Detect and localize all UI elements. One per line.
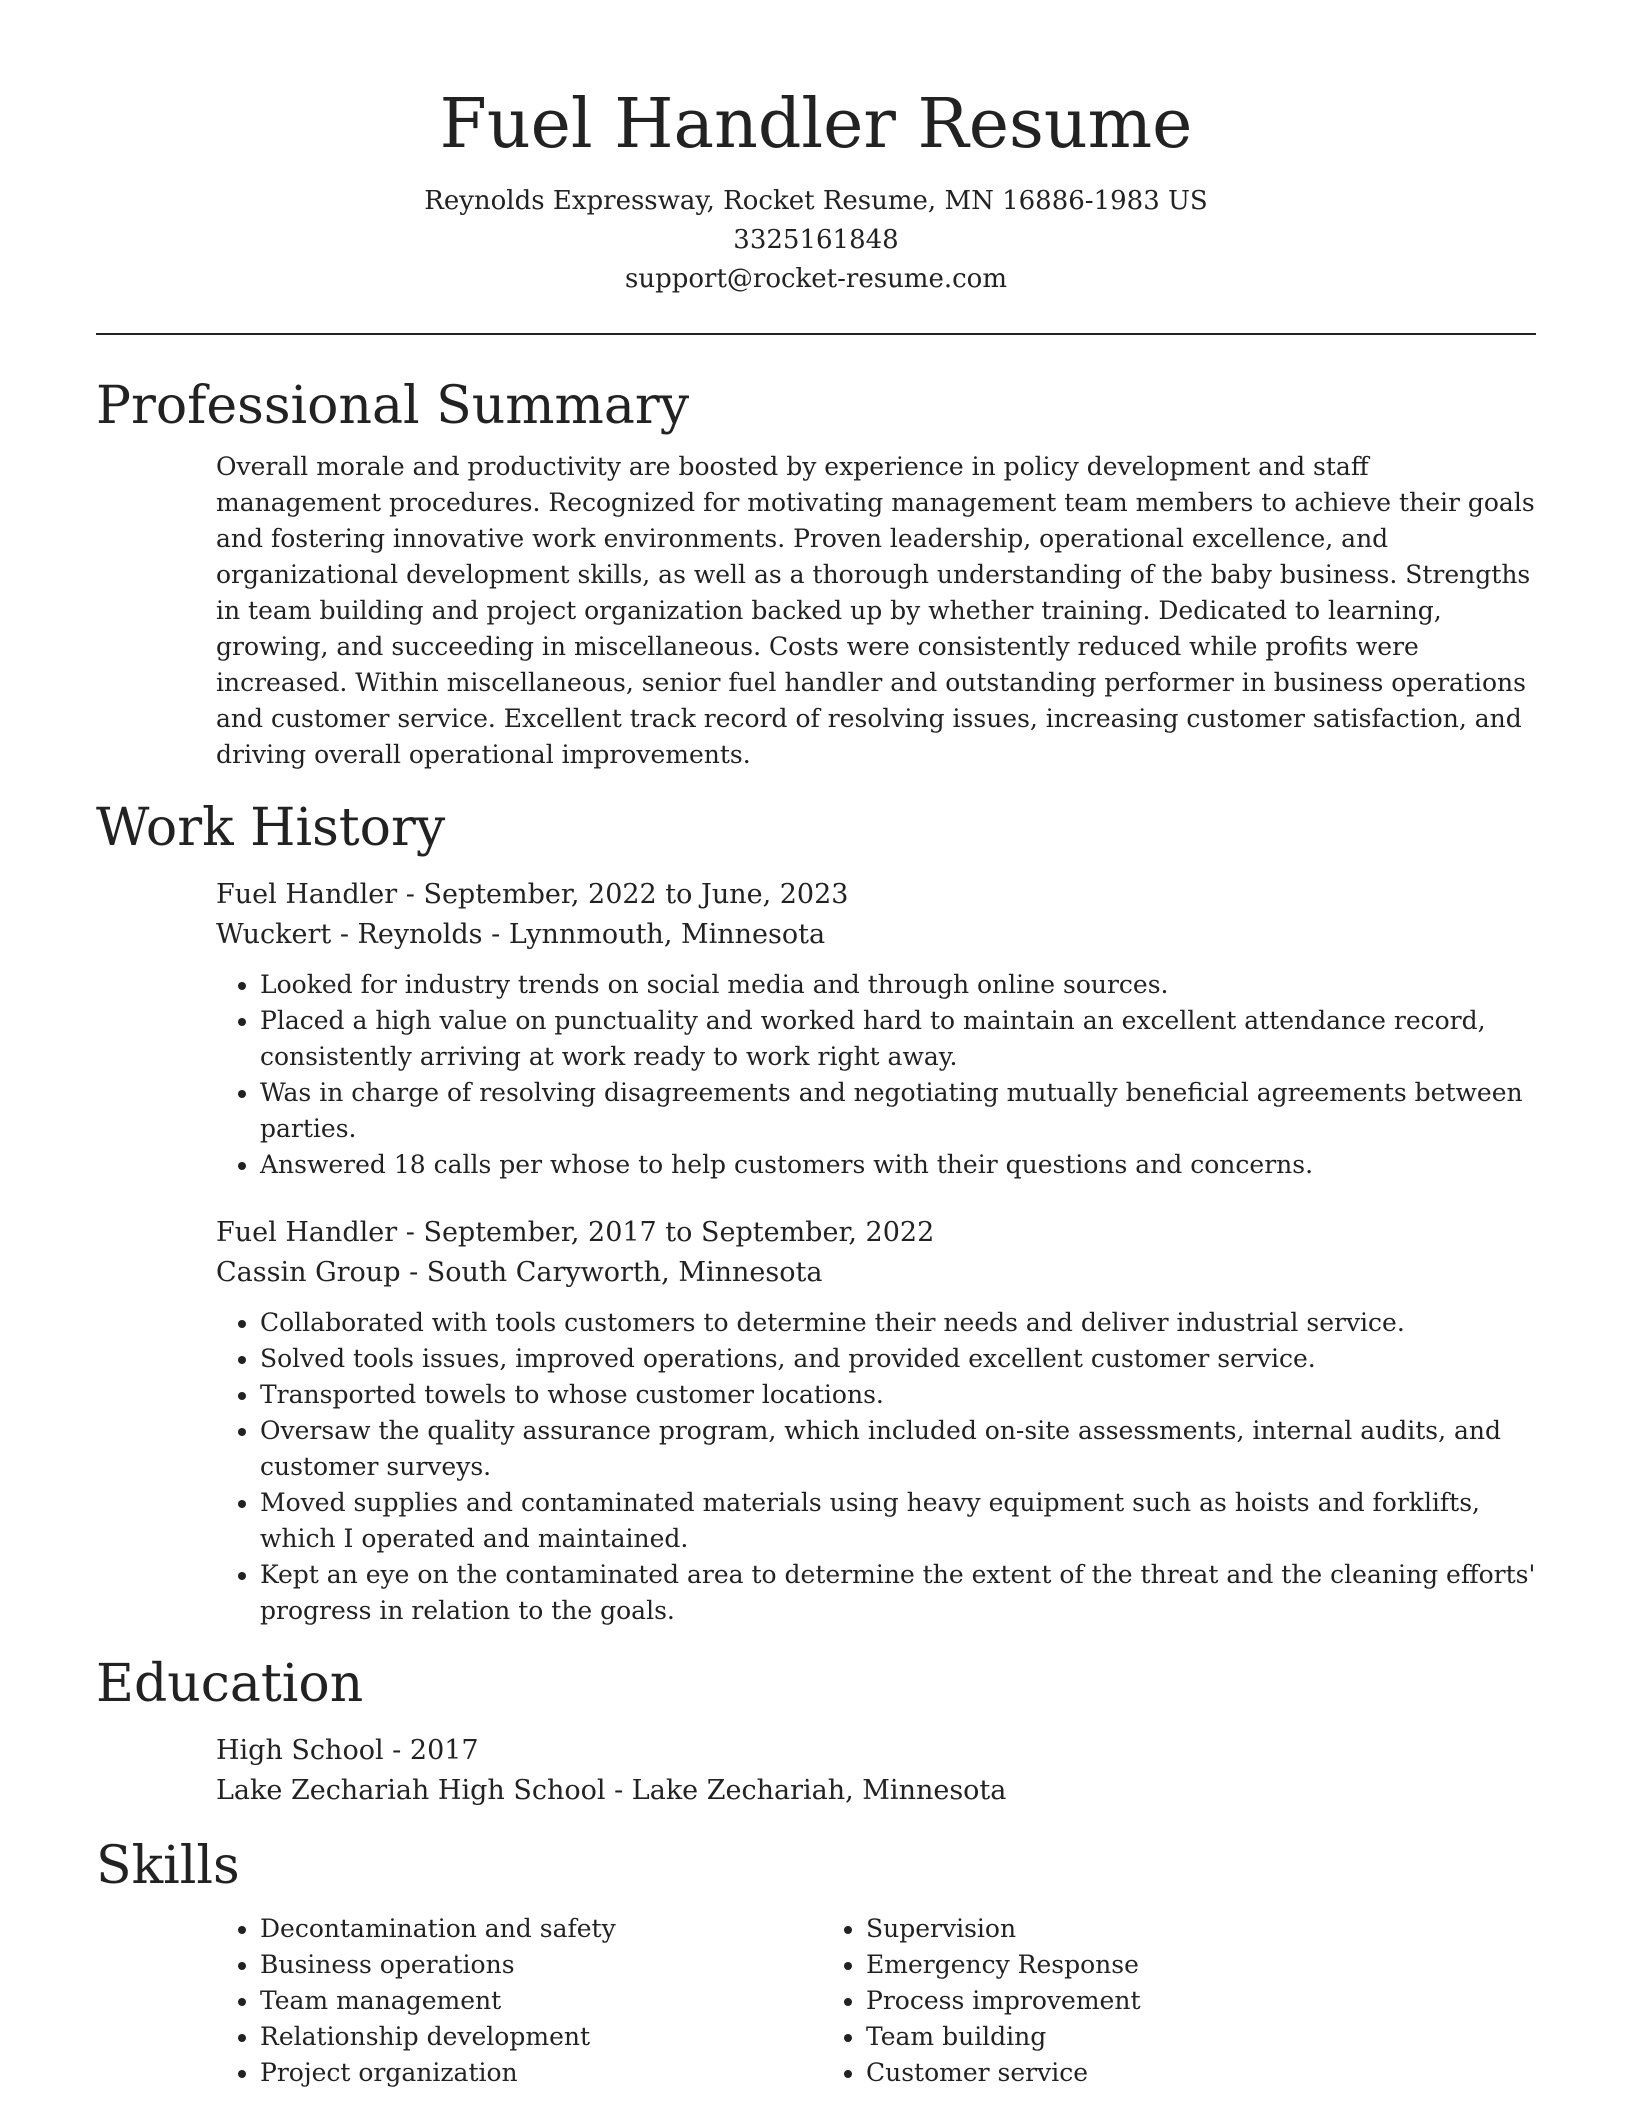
degree: High School	[216, 1735, 384, 1766]
skills-section	[96, 1833, 1536, 2091]
skill-item: • Customer service	[866, 2055, 1428, 2091]
separator: -	[482, 919, 509, 950]
education-section	[96, 1651, 1536, 1811]
work-history-heading: Work History	[96, 798, 446, 858]
school-line	[216, 1771, 1536, 1811]
job-bullet: • Moved supplies and contaminated materials using heavy equipment such as hoists and forklifts, which I operated and maintained.	[260, 1485, 1536, 1557]
contact-block	[96, 182, 1536, 299]
job-title: Fuel Handler	[216, 1217, 398, 1248]
job-location: Lynnmouth, Minnesota	[508, 919, 826, 950]
job-bullet: • Answered 18 calls per whose to help customers with their questions and concerns.	[260, 1147, 1536, 1183]
education-heading: Education	[96, 1654, 364, 1714]
separator: -	[605, 1775, 632, 1806]
job-entry	[216, 875, 1536, 1183]
skill-item: • Project organization	[260, 2055, 822, 2091]
job-bullet: • Kept an eye on the contaminated area to determine the extent of the threat and the cleaning efforts' progress in relation to the goals.	[260, 1557, 1536, 1629]
job-company: Cassin Group	[216, 1257, 401, 1288]
work-history-section	[96, 795, 1536, 1629]
separator: -	[397, 1217, 424, 1248]
job-company-line	[216, 1253, 1536, 1293]
job-title-line	[216, 875, 1536, 915]
school-name: Lake Zechariah High School	[216, 1775, 606, 1806]
degree-line	[216, 1731, 1536, 1771]
job-bullet: • Was in charge of resolving disagreements and negotiating mutually beneficial agreements between parties.	[260, 1075, 1536, 1147]
address: Reynolds Expressway, Rocket Resume, MN 16886-1983 US	[424, 186, 1208, 216]
school-location: Lake Zechariah, Minnesota	[631, 1775, 1007, 1806]
summary-heading: Professional Summary	[96, 376, 690, 436]
job-bullet: • Collaborated with tools customers to determine their needs and deliver industrial service.	[260, 1305, 1536, 1341]
separator: -	[400, 1257, 427, 1288]
graduation-year: 2017	[409, 1735, 479, 1766]
skill-item: • Process improvement	[866, 1983, 1428, 2019]
skill-item: • Supervision	[866, 1911, 1428, 1947]
job-bullet: • Looked for industry trends on social media and through online sources.	[260, 967, 1536, 1003]
education-entry	[216, 1731, 1536, 1811]
separator: -	[383, 1735, 410, 1766]
job-company-line	[216, 915, 1536, 955]
skill-item: • Emergency Response	[866, 1947, 1428, 1983]
skills-heading: Skills	[96, 1836, 240, 1896]
skill-item: • Decontamination and safety	[260, 1911, 822, 1947]
skill-item: • Team building	[866, 2019, 1428, 2055]
job-title-line	[216, 1213, 1536, 1253]
skills-columns	[216, 1911, 1536, 2091]
job-bullet: • Placed a high value on punctuality and worked hard to maintain an excellent attendance record, consistently arriving at work ready to work right away.	[260, 1003, 1536, 1075]
email: support@rocket-resume.com	[624, 264, 1007, 294]
job-title: Fuel Handler	[216, 879, 398, 910]
skill-item: • Team management	[260, 1983, 822, 2019]
job-dates: September, 2022 to June, 2023	[423, 879, 849, 910]
summary-section	[96, 373, 1536, 773]
job-company: Wuckert - Reynolds	[216, 919, 483, 950]
job-location: South Caryworth, Minnesota	[426, 1257, 823, 1288]
phone: 3325161848	[733, 225, 899, 255]
job-entry	[216, 1213, 1536, 1629]
summary-text: Overall morale and productivity are boosted by experience in policy development and staff management procedures. Recognized for motivating management team members to achieve their goals and fostering innovative work environments. Proven leadership, operational excellence, and organizational development skills, as well as a thorough understanding of the baby business. Strengths in team building and project organization backed up by whether training. Dedicated to learning, growing, and succeeding in miscellaneous. Costs were consistently reduced while profits were increased. Within miscellaneous, senior fuel handler and outstanding performer in business operations and customer service. Excellent track record of resolving issues, increasing customer satisfaction, and driving overall operational improvements.	[216, 452, 1535, 769]
skill-item: • Relationship development	[260, 2019, 822, 2055]
job-dates: September, 2017 to September, 2022	[423, 1217, 935, 1248]
job-bullets	[216, 1305, 1536, 1629]
job-bullet: • Solved tools issues, improved operations, and provided excellent customer service.	[260, 1341, 1536, 1377]
separator: -	[397, 879, 424, 910]
resume-title: Fuel Handler Resume	[439, 85, 1193, 164]
resume-page	[96, 80, 1536, 2091]
skills-list-left	[216, 1911, 822, 2091]
job-bullets	[216, 967, 1536, 1183]
job-bullet: • Oversaw the quality assurance program, which included on-site assessments, internal audits, and customer surveys.	[260, 1413, 1536, 1485]
skill-item: • Business operations	[260, 1947, 822, 1983]
skills-list-right	[822, 1911, 1428, 2091]
header-divider	[96, 333, 1536, 335]
job-bullet: • Transported towels to whose customer locations.	[260, 1377, 1536, 1413]
